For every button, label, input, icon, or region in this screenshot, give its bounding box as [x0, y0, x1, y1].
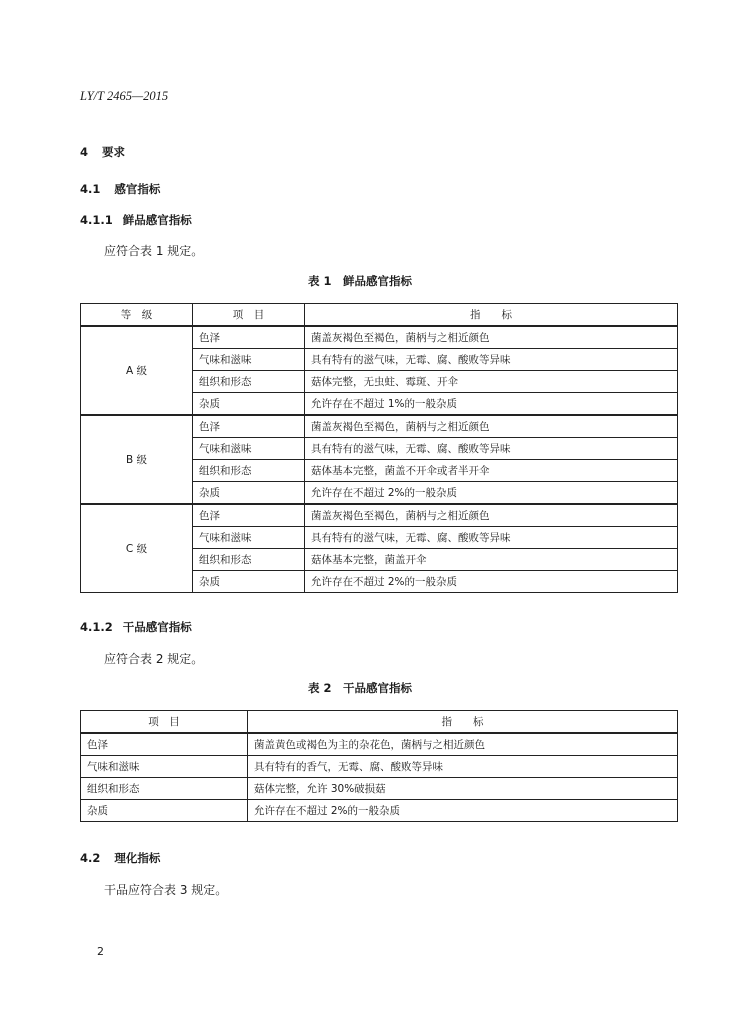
section-4-1-heading: [80, 181, 160, 197]
section-number: 4.2: [80, 851, 101, 865]
spec-cell: 具有特有的香气，无霉、腐、酸败等异味: [248, 756, 678, 778]
table-header-row: [81, 711, 678, 734]
section-4-1-2-body: 应符合表 2 规定。: [104, 652, 204, 666]
grade-cell: A 级: [81, 326, 193, 415]
section-4-1-1-heading: [80, 212, 192, 228]
item-cell: 组织和形态: [193, 549, 305, 571]
spec-cell: 菇体完整，允许 30%破损菇: [248, 778, 678, 800]
item-cell: 气味和滋味: [193, 527, 305, 549]
spec-cell: 菇体基本完整，菌盖开伞: [305, 549, 678, 571]
header-cell: 等 级: [81, 304, 193, 327]
section-4-heading: [80, 144, 125, 160]
spec-cell: 菇体基本完整，菌盖不开伞或者半开伞: [305, 460, 678, 482]
standard-code-header: LY/T 2465—2015: [80, 89, 169, 103]
section-number: 4.1: [80, 182, 101, 196]
spec-cell: 菇体完整，无虫蛀、霉斑、开伞: [305, 371, 678, 393]
header-cell: 指 标: [305, 304, 678, 327]
item-cell: 杂质: [193, 482, 305, 505]
section-number: 4: [80, 145, 89, 159]
header-cell: 项 目: [81, 711, 248, 734]
section-4-2-heading: [80, 850, 160, 866]
item-cell: 色泽: [193, 415, 305, 438]
item-cell: 组织和形态: [193, 460, 305, 482]
item-cell: 色泽: [193, 504, 305, 527]
section-number: 4.1.1: [80, 213, 113, 227]
header-cell: 指 标: [248, 711, 678, 734]
grade-cell: B 级: [81, 415, 193, 504]
spec-cell: 具有特有的滋气味，无霉、腐、酸败等异味: [305, 438, 678, 460]
section-title: 鲜品感官指标: [122, 213, 192, 227]
spec-cell: 允许存在不超过 2%的一般杂质: [305, 571, 678, 593]
item-cell: 气味和滋味: [193, 438, 305, 460]
section-title: 干品感官指标: [122, 620, 192, 634]
item-cell: 杂质: [81, 800, 248, 822]
table-header-row: [81, 304, 678, 327]
item-cell: 组织和形态: [81, 778, 248, 800]
item-cell: 色泽: [193, 326, 305, 349]
header-cell: 项 目: [193, 304, 305, 327]
grade-cell: C 级: [81, 504, 193, 593]
spec-cell: 允许存在不超过 1%的一般杂质: [305, 393, 678, 416]
spec-cell: 具有特有的滋气味，无霉、腐、酸败等异味: [305, 527, 678, 549]
table-row: [81, 756, 678, 778]
table-row: [81, 800, 678, 822]
section-number: 4.1.2: [80, 620, 113, 634]
table-1: [80, 303, 678, 593]
spec-cell: 具有特有的滋气味，无霉、腐、酸败等异味: [305, 349, 678, 371]
table-row: [81, 415, 678, 438]
page-number: 2: [97, 945, 104, 958]
item-cell: 气味和滋味: [193, 349, 305, 371]
spec-cell: 允许存在不超过 2%的一般杂质: [248, 800, 678, 822]
section-4-1-1-body: 应符合表 1 规定。: [104, 244, 204, 258]
section-title: 要求: [102, 145, 126, 159]
item-cell: 杂质: [193, 571, 305, 593]
section-4-2-body: 干品应符合表 3 规定。: [104, 883, 228, 897]
table-2: [80, 710, 678, 822]
table-2-caption: 表 2 干品感官指标: [308, 681, 413, 695]
section-title: 理化指标: [114, 851, 161, 865]
section-title: 感官指标: [114, 182, 161, 196]
table-row: [81, 778, 678, 800]
item-cell: 杂质: [193, 393, 305, 416]
table-row: [81, 504, 678, 527]
table-row: [81, 733, 678, 756]
table-row: [81, 326, 678, 349]
spec-cell: 允许存在不超过 2%的一般杂质: [305, 482, 678, 505]
spec-cell: 菌盖黄色或褐色为主的杂花色，菌柄与之相近颜色: [248, 733, 678, 756]
item-cell: 色泽: [81, 733, 248, 756]
spec-cell: 菌盖灰褐色至褐色，菌柄与之相近颜色: [305, 504, 678, 527]
section-4-1-2-heading: [80, 619, 192, 635]
spec-cell: 菌盖灰褐色至褐色，菌柄与之相近颜色: [305, 415, 678, 438]
spec-cell: 菌盖灰褐色至褐色，菌柄与之相近颜色: [305, 326, 678, 349]
table-1-caption: 表 1 鲜品感官指标: [308, 274, 413, 288]
item-cell: 气味和滋味: [81, 756, 248, 778]
item-cell: 组织和形态: [193, 371, 305, 393]
